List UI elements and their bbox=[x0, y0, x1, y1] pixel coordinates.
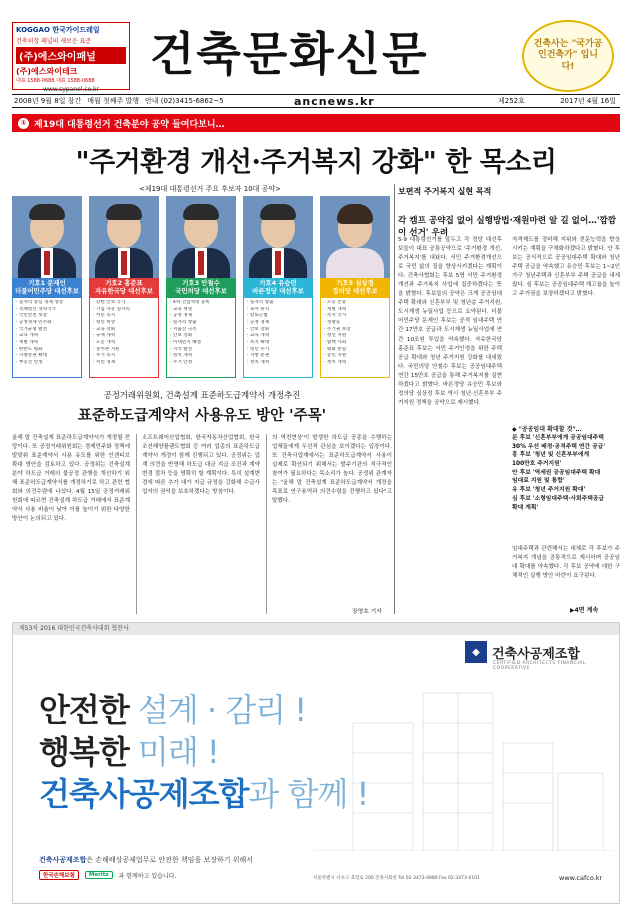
candidate-card bbox=[89, 196, 159, 378]
ad-address: 서울특별시 서초구 효령로 200 건축사회관 Tel 02-3473-0880 Fax 02-3473-0101 bbox=[313, 876, 480, 881]
ad-url: www.sypanel.co.kr bbox=[42, 86, 100, 93]
ad-line2: 행복한 미래 ! bbox=[39, 733, 219, 771]
ad-partners bbox=[39, 870, 176, 880]
candidate-pledges: · 4차 산업혁명 준비 · 교육 혁명 · 공정 경제 · 일자리 창출 · 저출산 극복 · 안보 강화 · 미세먼지 해결 · 지역 발전 · 정치 개혁 · 주거 안정 bbox=[166, 298, 236, 378]
highlight-line: 확대 계획' bbox=[512, 504, 539, 511]
founding-date: 2008년 9월 8일 창간 bbox=[14, 97, 82, 105]
contact-phone: 안내 (02)3415-6862~5 bbox=[145, 97, 224, 105]
candidate-label: 기호4 유승민 바른정당 대선후보 bbox=[243, 278, 313, 298]
ad-footnote: 건축사공제조합은 손해배상공제업무로 안전한 책임을 보장하기 위해서 bbox=[39, 856, 253, 864]
candidate-photo bbox=[320, 196, 390, 278]
candidate-pledges: · 일자리 중심 경제 성장 · 적폐청산 개혁국가 · 국민안전 보장 · 공정경제 민주화 · 국가균형 발전 · 교육 개혁 · 재벌 개혁 · 한반도 평화 · 지방분권 확대 · 부동산 안정 bbox=[12, 298, 82, 378]
article2-kicker: 공정거래위원회, 건축설계 표준하도급계약서 개정추진 bbox=[103, 390, 301, 400]
highlight-line: 심 후보 '소형임대주택·사회주택공급 bbox=[512, 495, 605, 502]
ad-company-name: 건축사공제조합 bbox=[492, 646, 580, 662]
article2-headline[interactable]: 표준하도급계약서 사용유도 방안 '주목' bbox=[77, 407, 327, 424]
candidate-pledges: · 강한 안보 국가 · 기업 자유 일자리 · 서민 복지 · 청년 희망 · 교육 강화 · 규제 개혁 · 노동 개혁 · 농어촌 지원 · 주거 복지 · 서민 경제 bbox=[89, 298, 159, 378]
newspaper-title: 건축문화신문 bbox=[150, 27, 429, 81]
issue-frequency: 매월 첫째주 발행 bbox=[87, 97, 140, 105]
candidate-pledges: · 일자리 창출 · 육아 휴직 · 칼퇴근법 · 공정 경제 · 안보 강화 · 교육 개혁 · 복지 확대 · 청년 주거 · 지방 분권 · 정치 개혁 bbox=[243, 298, 313, 378]
info-bar bbox=[12, 94, 620, 108]
highlights-head: ◆ "공공임대 확대할 것"… bbox=[512, 426, 582, 433]
ad-line3: 건축사공제조합과 함께 ! bbox=[39, 775, 369, 813]
continued-link[interactable]: ▶4면 계속 bbox=[570, 607, 599, 614]
ad-company-logo bbox=[465, 641, 580, 663]
highlight-line: 안 후보 '역세권 공공임대주택 확대 bbox=[512, 469, 601, 476]
candidates-caption: <제19대 대통령선거 주요 후보자 10대 공약> bbox=[138, 185, 282, 193]
website-link[interactable]: ancnews.kr bbox=[294, 94, 375, 108]
right-subheadline: 각 캠프 공약집 없어 실행방법·재원마련 알 길 없어…'깜깜이 선거' 우려 bbox=[398, 216, 617, 238]
article2-body-col2: 소프트웨어산업협회, 한국자동차산업협회, 한국조선해양플랜트협회 등 여러 업종의 표준하도급계약서 개정이 함께 진행되고 있다. 공정위는 업계 의견을 반영해 하도급 대금 지급 조건과 계약 변경 절차 등을 명확히 할 계획이다. 특히 설계변경에 따른 추가 대가 지급 규정을 강화해 수급사업자의 권익을 보호하겠다는 방침이다. bbox=[142, 435, 260, 496]
ad-company-name-en: CERTIFIED ARCHITECTS FINANCIAL COOPERATIVE bbox=[493, 661, 586, 671]
partner-text: 과 함께하고 있습니다. bbox=[118, 872, 177, 880]
right-body-col2b: 임대주택과 관련해서는 대체로 각 후보가 주거복지 개념을 공통적으로 제시하며 공공임대 확대를 약속했다. 각 후보 공약에 대한 구체적인 실행 방안 마련이 요구된다. bbox=[512, 546, 620, 580]
candidate-pledges: · 노동 존중 · 재벌 개혁 · 복지 국가 · 성평등 · 주거권 보장 · 청년 지원 · 탈핵 사회 · 평화 통일 · 농민 지원 · 정치 개혁 bbox=[320, 298, 390, 378]
ad-logo-sytech bbox=[16, 66, 126, 77]
article2-body-col3: 의 역전현상'이 발생한 하도급 공종을 수행하는 업체들에게 우선적 관심을 보이겠다는 입장이다. 또 건축사업계에서는 표준하도급계약서 사용이 실제로 확산되기 위해서는 발주기관의 적극적인 참여가 필요하다는 목소리가 높다. 공정위 관계자는 "올해 말 건축설계 표준하도급계약서 개정을 목표로 연구용역과 의견수렴을 진행하고 있다"고 말했다. bbox=[272, 435, 392, 505]
candidate-label: 기호5 심상정 정의당 대선후보 bbox=[320, 278, 390, 298]
masthead-ad[interactable] bbox=[12, 22, 130, 93]
candidate-photo bbox=[89, 196, 159, 278]
slogan-badge bbox=[522, 20, 614, 92]
publication-date: 2017년 4월 16일 bbox=[560, 97, 616, 105]
candidate-card bbox=[243, 196, 313, 378]
byline: 장영호 기자 bbox=[352, 609, 382, 615]
series-banner bbox=[12, 114, 620, 132]
section-divider bbox=[394, 184, 395, 614]
candidate-photo bbox=[166, 196, 236, 278]
article2-body-col1: 올해 말 건축설계 표준하도급계약서가 개정될 전망이다. 또 공정거래위원회는 경제민주화 정책에 발맞춰 표준계약서 사용 유도를 위한 인센티브 확대 방안을 검토하고 있다. 공정위는 건축설계 분야 하도급 거래의 불공정 관행을 개선하기 위해 표준하도급계약서를 개정하기로 하고 관련 협회와 의견수렴에 나섰다. 4월 15일 공정거래위원회에 따르면 건축설계 하도급 거래에서 표준계약서 사용 비율이 낮아 이를 높이기 위한 다양한 방안이 논의되고 있다. bbox=[12, 435, 130, 523]
building-illustration bbox=[313, 683, 613, 851]
partner-badge: 한국손해보험 bbox=[39, 870, 79, 880]
ad-tagline: 건축외장 패널의 새로운 표준 bbox=[16, 38, 92, 45]
right-body-col1: 5·9 대통령선거를 앞두고 각 정당 대선후보들이 대표 공통공약으로 '주거환경 개선, 주거복지'를 내놨다. 서민 주거환경개선으로 국민 삶의 질을 향상시키겠다는 계획이다. 건축사협회는 후보 5명 서민 주거환경개선과 주거복지 사업에 집중하겠다는 뜻을 밝혔다. 후보들의 공약은 크게 공공임대주택 확대와 신혼부부 및 청년층 주거지원, 도시재생 뉴딜사업 등으로 요약된다. 더불어민주당 문재인 후보는 공적 임대주택 연간 17만호 공급과 도시재생 뉴딜사업에 연간 10조원 투입을 약속했다. 자유한국당 홍준표 후보는 서민 주거안정을 위한 주택 공급 확대와 청년 주거지원 강화를 내세웠다. 국민의당 안철수 후보는 공공임대주택 연간 15만호 공급을 통해 주거복지를 실현하겠다고 밝혔다. 바른정당 유승민 후보와 정의당 심상정 후보 역시 청년·신혼부부 주거지원 정책을 공약으로 제시했다. bbox=[398, 237, 502, 406]
column-divider bbox=[136, 434, 137, 614]
highlight-line: 문 후보 '신혼부부에게 공공임대주택 bbox=[512, 435, 604, 441]
pledge-highlights bbox=[512, 425, 620, 512]
ad-phones: 대표 1588-0688 대표 1588-0688 bbox=[16, 78, 95, 84]
issue-number: 제252호 bbox=[498, 97, 525, 105]
candidate-card bbox=[320, 196, 390, 378]
ad-brand: KOGGAO 한국가이드레일 bbox=[16, 26, 100, 34]
series-number: ① bbox=[18, 118, 29, 129]
candidate-card bbox=[12, 196, 82, 378]
candidate-card bbox=[166, 196, 236, 378]
column-divider bbox=[266, 434, 267, 614]
candidate-label: 기호2 홍준표 자유한국당 대선후보 bbox=[89, 278, 159, 298]
highlight-line: 30% 우선 배정·공적주택 연간 공급' bbox=[512, 443, 606, 450]
cooperative-logo-icon: ◆ bbox=[465, 641, 487, 663]
right-body-col2: 자격제도를 정비해 지위와 전문능력을 향상시키는 계획을 구체화하겠다고 밝혔다. 안 후보는 공식적으로 공공임대주택 확대와 청년주택 공급을 약속했고 유승민 후보는 1~2인 가구 청년주택과 신혼부부 주택 공급을 내세웠다. 심 후보는 공공임대주택 재고율을 높이고 주거권을 보장하겠다고 밝혔다. bbox=[512, 237, 620, 298]
highlight-line: 100만호 주거지원' bbox=[512, 461, 562, 468]
highlight-line: 홍 후보 '청년 및 신혼부부에게 bbox=[512, 452, 590, 459]
highlight-line: 임대료 지원 및 통합' bbox=[512, 478, 565, 485]
ad-logo-sytech-label: (주)에스와이테크 bbox=[16, 67, 78, 76]
ad-website-link[interactable]: www.cafco.kr bbox=[559, 874, 603, 882]
candidate-photo bbox=[243, 196, 313, 278]
ad-line1: 안전한 설계 · 감리 ! bbox=[39, 691, 307, 729]
main-headline[interactable]: "주거환경 개선·주거복지 강화" 한 목소리 bbox=[75, 147, 557, 178]
ad-sponsor-strip: 제53차 2016 대한민국건축사대회 협찬사 bbox=[13, 623, 619, 635]
candidate-photo bbox=[12, 196, 82, 278]
partner-badge: Meritz bbox=[85, 871, 113, 879]
series-title: 제19대 대통령선거 건축분야 공약 들여다보니… bbox=[34, 119, 225, 130]
bottom-advertisement[interactable] bbox=[12, 622, 620, 904]
highlight-line: 유 후보 '청년 주거지원 확대' bbox=[512, 487, 586, 494]
slogan-text: 건축사는 "국가공인건축가" 입니다! bbox=[533, 39, 603, 72]
candidate-label: 기호3 안철수 국민의당 대선후보 bbox=[166, 278, 236, 298]
right-kicker: 보편적 주거복지 실현 목적 bbox=[398, 187, 492, 196]
ad-logo-sypanel: (주)에스와이패널 bbox=[16, 47, 126, 64]
candidate-label: 기호1 문재인 더불어민주당 대선후보 bbox=[12, 278, 82, 298]
